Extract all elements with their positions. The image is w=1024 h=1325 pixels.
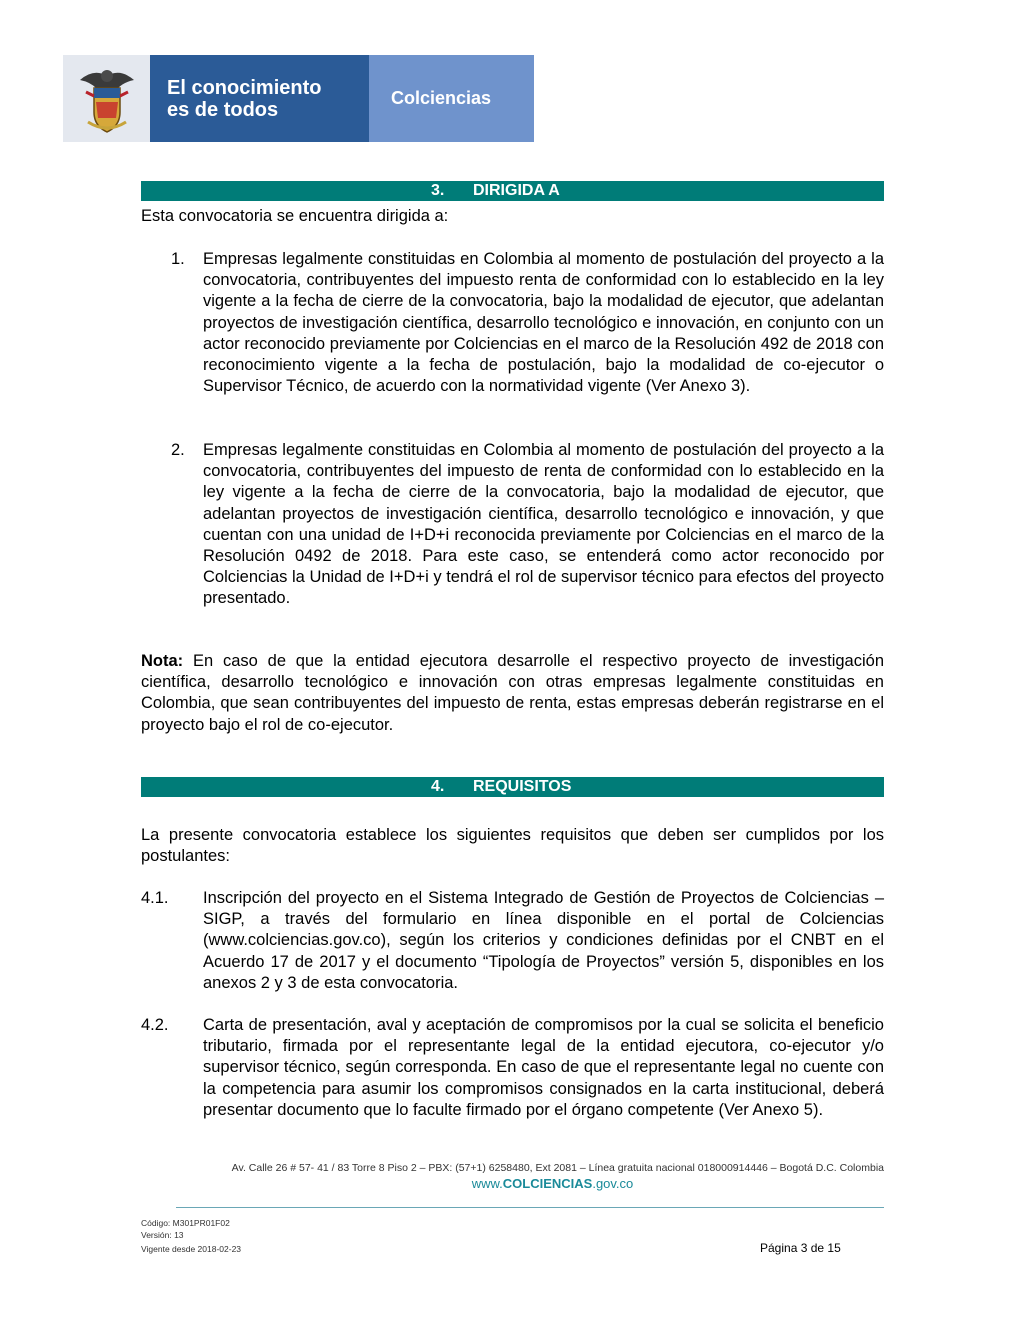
slogan-line-1: El conocimiento bbox=[167, 76, 322, 99]
section-4-number: 4. bbox=[431, 778, 445, 795]
section-3-header bbox=[141, 181, 884, 201]
section-3-number: 3. bbox=[431, 182, 445, 199]
list-item bbox=[141, 1015, 884, 1121]
list-item-marker: 4.1. bbox=[141, 889, 169, 907]
note-paragraph bbox=[141, 651, 884, 736]
footer-address: Av. Calle 26 # 57- 41 / 83 Torre 8 Piso 2 – PBX: (57+1) 6258480, Ext 2081 – Línea gratuita nacional 018000914446 – Bogotá D.C. Colombia bbox=[231, 1162, 884, 1174]
list-item-marker: 4.2. bbox=[141, 1016, 169, 1034]
document-version: Versión: 13 bbox=[141, 1230, 184, 1240]
slogan-line-2: es de todos bbox=[167, 98, 279, 121]
page-number: Página 3 de 15 bbox=[760, 1241, 841, 1255]
web-main: COLCIENCIAS bbox=[502, 1176, 593, 1191]
brand-name: Colciencias bbox=[369, 55, 534, 142]
list-item bbox=[141, 249, 884, 397]
section-3-title: DIRIGIDA A bbox=[473, 182, 560, 199]
slogan bbox=[150, 55, 369, 142]
list-item bbox=[141, 440, 884, 610]
note-label: Nota: bbox=[141, 652, 184, 670]
list-item-text: Empresas legalmente constituidas en Colombia al momento de postulación del proyecto a la convocatoria, contribuyentes del impuesto renta de conformidad con lo establecido en la ley vigente a la fecha de cierre de la convocatoria, bajo la modalidad de ejecutor, que adelantan proyectos de investigación científica, desarrollo tecnológico e innovación, en conjunto con un actor reconocido previamente por Colciencias en el marco de la Resolución 492 de 2018 con reconocimiento vigente a la fecha de postulación, bajo la modalidad de co-ejecutor o Supervisor Técnico, de acuerdo con la normatividad vigente (Ver Anexo 3). bbox=[203, 250, 884, 396]
list-item-text: Inscripción del proyecto en el Sistema Integrado de Gestión de Proyectos de Colciencias – SIGP, a través del formulario en línea disponible en el portal de Colciencias (www.colciencias.gov.co), según los criterios y condiciones definidas por el CNBT en el Acuerdo 17 de 2017 y el documento “Tipología de Proyectos” versión 5, disponibles en los anexos 2 y 3 de esta convocatoria. bbox=[203, 889, 884, 992]
list-item-text: Empresas legalmente constituidas en Colombia al momento de postulación del proyecto a la convocatoria, contribuyentes del impuesto de renta de conformidad con lo establecido en la ley vigente a la fecha de cierre de la convocatoria, bajo la modalidad de ejecutor, que adelantan proyectos de investigación científica, desarrollo tecnológico e innovación, y que cuentan con una unidad de I+D+i reconocida previamente por Colciencias en el marco de la Resolución 0492 de 2018. Para este caso, se entenderá como actor reconocido por Colciencias la Unidad de I+D+i y tendrá el rol de supervisor técnico para efectos del proyecto presentado. bbox=[203, 441, 884, 608]
footer-website-link[interactable] bbox=[141, 1176, 884, 1191]
document-code: Código: M301PR01F02 bbox=[141, 1218, 230, 1228]
list-item-marker: 1. bbox=[171, 250, 185, 268]
footer-divider bbox=[176, 1207, 884, 1208]
section-4-intro: La presente convocatoria establece los siguientes requisitos que deben ser cumplidos por los postulantes: bbox=[141, 826, 884, 866]
list-item-text: Carta de presentación, aval y aceptación de compromisos por la cual se solicita el beneficio tributario, firmada por el representante legal de la entidad ejecutora, co-ejecutor y/o supervisor técnico, según corresponda. En caso de que el representante legal no cuente con la competencia para asumir los compromisos consignados en la carta institucional, deberá presentar documento que lo faculte firmado por el órgano competente (Ver Anexo 5). bbox=[203, 1016, 884, 1119]
section-3-intro: Esta convocatoria se encuentra dirigida a: bbox=[141, 207, 449, 225]
web-prefix: www. bbox=[471, 1176, 503, 1191]
list-item-marker: 2. bbox=[171, 441, 185, 459]
coat-of-arms-logo bbox=[63, 55, 150, 142]
list-item bbox=[141, 888, 884, 994]
note-text: En caso de que la entidad ejecutora desarrolle el respectivo proyecto de investigación científica, desarrollo tecnológico e innovación con otras empresas legalmente constituidas en Colombia, que sean contribuyentes del impuesto de renta, estas empresas deberán registrarse en el proyecto bajo el rol de co-ejecutor. bbox=[141, 652, 884, 734]
web-suffix: .gov.co bbox=[592, 1176, 634, 1191]
document-effective-date: Vigente desde 2018-02-23 bbox=[141, 1244, 242, 1254]
section-4-header bbox=[141, 777, 884, 797]
section-4-title: REQUISITOS bbox=[473, 778, 572, 795]
header-banner bbox=[63, 55, 534, 142]
